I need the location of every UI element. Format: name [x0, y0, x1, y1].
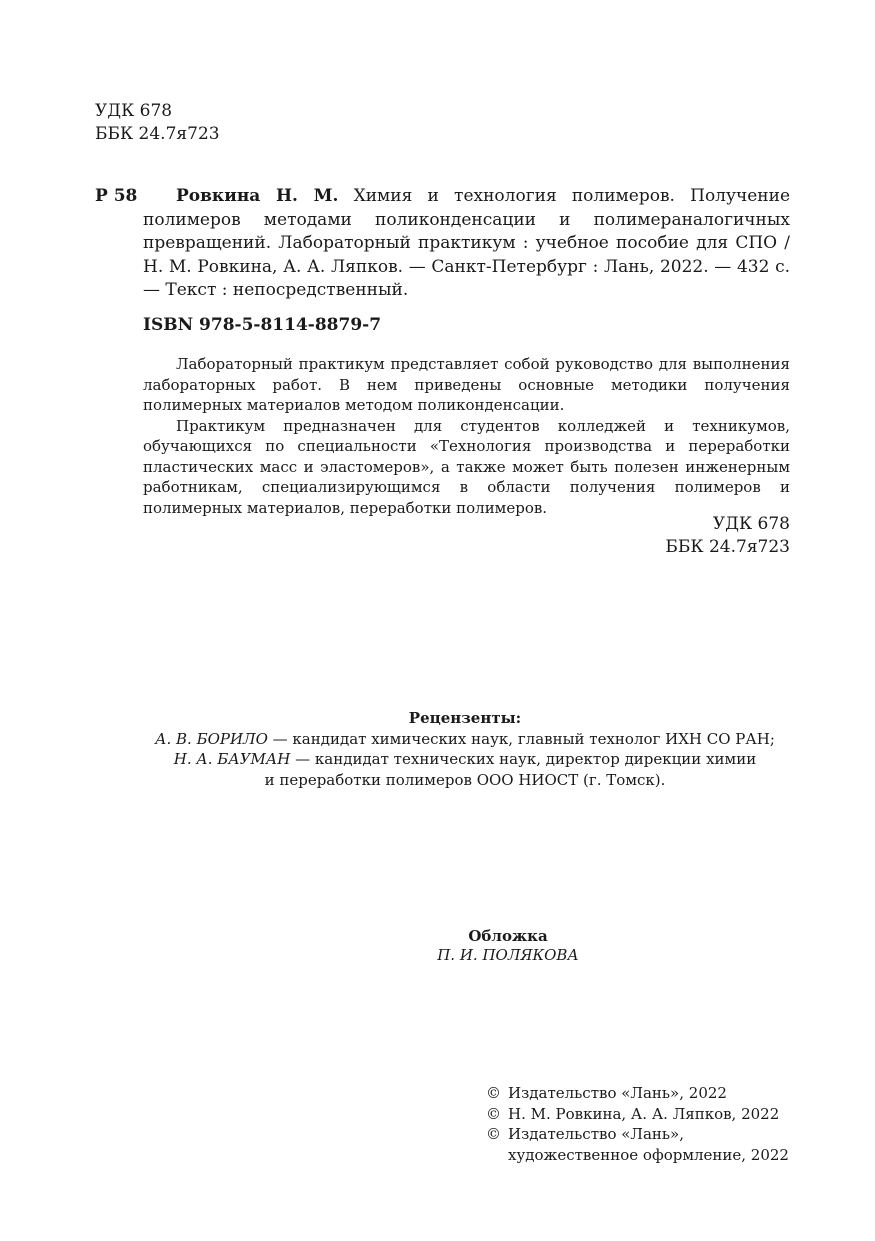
- copyright-text: Издательство «Лань», 2022: [508, 1084, 727, 1102]
- reviewer-name: А. В. БОРИЛО: [155, 729, 268, 748]
- copyright-icon: ©: [486, 1104, 501, 1123]
- bbk-code-bottom: ББК 24.7я723: [665, 537, 790, 557]
- copyright-line: [486, 1124, 806, 1145]
- reviewer-description: — кандидат технических наук, директор дирекции химии: [295, 750, 757, 768]
- cover-credit: [253, 927, 763, 965]
- reviewer-line: [95, 749, 835, 770]
- reviewer-line: [95, 729, 835, 750]
- reviewer-line: и переработки полимеров ООО НИОСТ (г. Томск).: [264, 770, 666, 789]
- reviewer-description: — кандидат химических наук, главный технолог ИХН СО РАН;: [272, 729, 775, 748]
- udk-code-bottom: УДК 678: [712, 514, 790, 534]
- reviewers-block: [95, 708, 835, 790]
- reviewer-name: Н. А. БАУМАН: [173, 750, 291, 768]
- cover-heading: Обложка: [468, 927, 548, 945]
- annotation-paragraph: Лабораторный практикум представляет собой руководство для выполнения лабораторных работ. В нем приведены основные методики получения полимерных материалов методом поликонденсации.: [143, 355, 790, 414]
- annotation: [143, 354, 790, 518]
- author-code: Р 58: [95, 186, 138, 206]
- cover-artist: П. И. ПОЛЯКОВА: [437, 946, 579, 964]
- annotation-paragraph: Практикум предназначен для студентов колледжей и техникумов, обучающихся по специальности «Технология производства и переработки пластических масс и эластомеров», а также может быть полезен инженерным работникам, специализирующимся в области получения полимеров и полимерных материалов, переработки полимеров.: [143, 416, 790, 517]
- udk-code-top: УДК 678: [95, 101, 173, 121]
- bibliographic-entry: [143, 185, 790, 303]
- reviewers-heading: Рецензенты:: [408, 709, 522, 727]
- copyright-line: художественное оформление, 2022: [508, 1145, 789, 1164]
- entry-author: Ровкина Н. М.: [176, 186, 339, 206]
- isbn: ISBN 978-5-8114-8879-7: [143, 315, 382, 335]
- copyright-line: [486, 1083, 806, 1104]
- udk-bbk-bottom: [590, 513, 790, 559]
- copyright-block: [486, 1083, 806, 1165]
- entry-description: Химия и технология полимеров. Получение полимеров методами поликонденсации и полимераналогичных превращений. Лабораторный практикум : учебное пособие для СПО / Н. М. Ровкина, А. А. Ляпков. — Санкт-Петербург : Лань, 2022. — 432 с. — Текст : непосредственный.: [143, 186, 791, 300]
- copyright-icon: ©: [486, 1125, 501, 1143]
- copyright-icon: ©: [486, 1084, 501, 1102]
- copyright-text: Издательство «Лань»,: [508, 1125, 685, 1143]
- bbk-code-top: ББК 24.7я723: [95, 124, 220, 144]
- udk-bbk-top: [95, 100, 220, 146]
- copyright-text: Н. М. Ровкина, А. А. Ляпков, 2022: [508, 1104, 780, 1123]
- copyright-line: [486, 1104, 806, 1125]
